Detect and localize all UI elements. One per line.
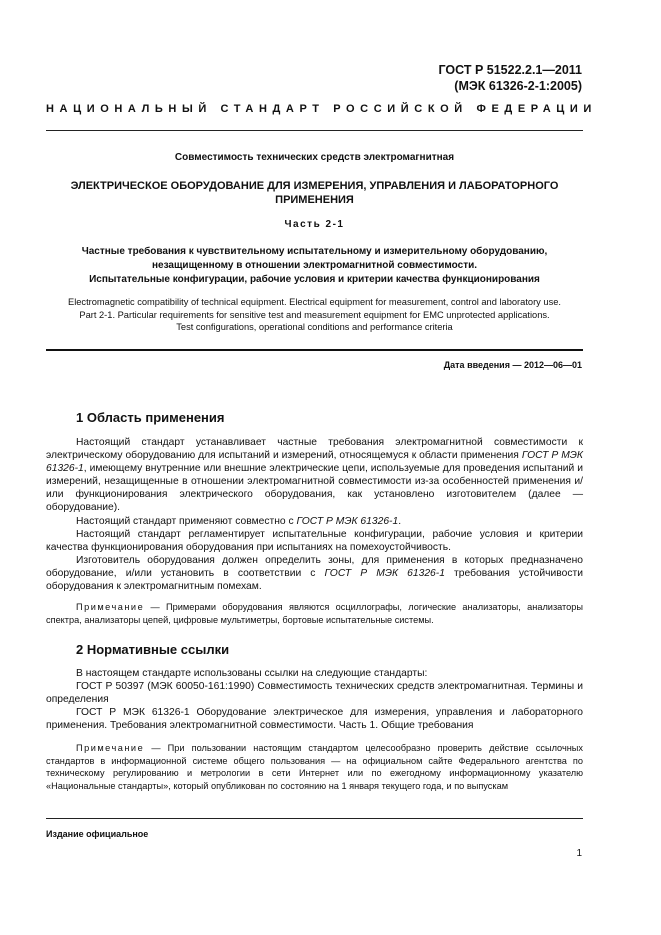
part-label: Часть 2-1 [284,219,345,230]
section-2-note [46,742,583,792]
section-1-body [46,436,583,593]
section-1-note [46,601,583,626]
subtitle-b: Испытательные конфигурации, рабочие условия и критерии качества функционирования [89,274,540,285]
english-title [46,296,583,334]
section-1-paragraph: Изготовитель оборудования должен определить зоны, для применения в которых предназначено оборудование, и/или установить в соответствии с ГОСТ Р МЭК 61326-1 требования устойчивости оборудования к электромагнитным помехам. [46,554,583,593]
main-title: ЭЛЕКТРИЧЕСКОЕ ОБОРУДОВАНИЕ ДЛЯ ИЗМЕРЕНИЯ, УПРАВЛЕНИЯ И ЛАБОРАТОРНОГО ПРИМЕНЕНИЯ [70,180,559,206]
section-2-paragraph: В настоящем стандарте использованы ссылки на следующие стандарты: [76,668,428,679]
section-1-paragraph: Настоящий стандарт применяют совместно с ГОСТ Р МЭК 61326-1. [76,515,402,527]
official-edition-label: Издание официальное [46,829,149,839]
english-title-c: Test configurations, operational conditions and performance criteria [176,322,453,332]
section-1-heading: 1 Область применения [76,410,225,425]
header-divider [46,130,583,131]
title-line-1: Совместимость технических средств электромагнитная [174,152,455,163]
note-label: Примечание [76,743,145,753]
section-1-paragraph: Настоящий стандарт устанавливает частные требования электромагнитной совместимости к электрическому оборудованию для испытаний и измерений, относящемуся к области применения ГОСТ Р МЭК 61326-1, имеющему внутренние или внешние электрические цепи, используемые для проведения испытаний и измерений, незащищенные в отношении электромагнитной совместимости из-за особенностей применения и/или функционирования электрического оборудования, как установлено изготовителем (далее — оборудование). [46,437,583,514]
reference-entry: ГОСТ Р МЭК 61326-1 Оборудование электрическое для измерения, управления и лабораторного применения. Требования электромагнитной совместимости. Часть 1. Общие требования [46,707,583,732]
gost-number: ГОСТ Р 51522.2.1—2011 [438,63,582,77]
section-1-paragraph: Настоящий стандарт регламентирует испытательные конфигурации, рабочие условия и критерии качества функционирования оборудования при испытаниях на помехоустойчивость. [46,528,583,553]
english-title-b: Part 2-1. Particular requirements for sensitive test and measurement equipment for EMC unprotected applications. [79,309,550,320]
standard-reference: ГОСТ Р МЭК 61326-1 [46,450,583,475]
footer-divider [46,818,583,819]
note-label: Примечание [76,602,145,612]
iec-number: (МЭК 61326-2-1:2005) [454,79,582,93]
subtitle-a: Частные требования к чувствительному испытательному и измерительному оборудованию, незащищенному в отношении электромагнитной совместимости. [81,246,548,271]
subtitle [46,245,583,287]
page-number: 1 [576,848,582,859]
note-text: — Примерами оборудования являются осциллографы, логические анализаторы, анализаторы спектра, анализаторы цепей, цифровые мультиметры, бортовые испытательные системы. [46,602,583,625]
standard-reference: ГОСТ Р МЭК 61326-1 [296,515,399,527]
national-standard-banner: НАЦИОНАЛЬНЫЙ СТАНДАРТ РОССИЙСКОЙ ФЕДЕРАЦИИ [46,103,597,115]
reference-entry: ГОСТ Р 50397 (МЭК 60050-161:1990) Совместимость технических средств электромагнитная. Термины и определения [46,681,583,706]
english-title-a: Electromagnetic compatibility of technical equipment. Electrical equipment for measurement, control and laboratory use. [68,297,561,307]
document-number [438,62,582,94]
section-2-body [46,667,583,732]
title-divider [46,349,583,351]
standard-reference: ГОСТ Р МЭК 61326-1 [324,567,445,579]
note-text: — При пользовании настоящим стандартом целесообразно проверить действие ссылочных стандартов в информационной системе общего пользования — на официальном сайте Федерального агентства по техническому регулированию и метрологии в сети Интернет или по ежегодному информационному указателю «Национальные стандарты», который опубликован по состоянию на 1 января текущего года, и по выпускам [46,743,583,791]
section-2-heading: 2 Нормативные ссылки [76,642,230,657]
introduction-date: Дата введения — 2012—06—01 [443,360,582,370]
